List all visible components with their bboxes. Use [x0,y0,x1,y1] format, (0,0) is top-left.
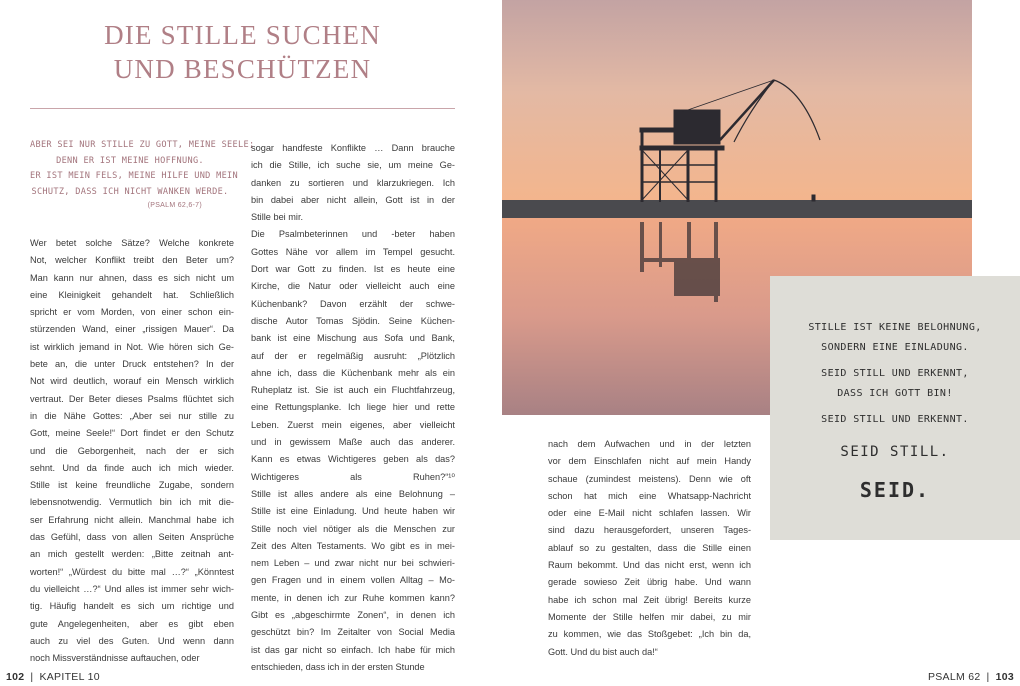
text-line: bete an, die unter Druck entstehen? In der [30,359,234,370]
text-line: und in gewissem Maße auch das anderer. [251,437,455,448]
text-line: noch Missverständnisse auftauchen, oder [30,653,200,664]
epigraph-line: ER IST MEIN FELS, MEINE HILFE UND MEIN [30,171,239,182]
text-line: dische Autor Tomas Sjödin. Seine Küchen- [251,315,455,326]
text-line: Stille bei mir. [251,212,304,223]
footer-left [6,671,100,683]
epigraph [30,138,255,212]
pull-quote-line: DASS ICH GOTT BIN! [837,388,953,399]
text-line: worten!“ „Würdest du bitte mal …?“ „Könntest [30,566,234,577]
footer-separator: | [986,671,990,683]
text-line: ser Erfahrung nicht allein. Manchmal habe ich [30,514,234,525]
text-line: Momente der Stille helfen mir dabei, zu mir [548,611,751,622]
text-line: geschützt bin? Im Zeitalter von Social Media [251,627,455,638]
text-line: Gott. Und du bist auch da!“ [548,646,658,657]
pull-quote-line: STILLE IST KEINE BELOHNUNG, [808,322,982,333]
page-number-right: 103 [995,671,1014,683]
epigraph-line: DENN ER IST MEINE HOFFNUNG. [56,155,204,166]
text-line: schon hat mich eine Whatsapp-Nachricht [548,490,751,501]
text-line: gerade sowieso Zeit übrig habe. Und wann [548,577,751,588]
footer-right [928,671,1014,683]
pull-quote-box [770,276,1020,540]
text-line: Zeit des Alten Testaments. Wo gibt es in mei- [251,540,455,551]
text-line: und die Geborgenheit, nach der er sich [30,445,234,456]
text-line: ich die Stille, ich suche sie, um meine Ge- [251,160,455,171]
pull-quote-line: SEID STILL UND ERKENNT, [821,368,969,379]
text-line: das Gefühl, dass von allen Seiten Ansprüche [30,532,234,543]
text-line: spricht er vom Morden, von einer schon ein- [30,307,234,318]
text-line: stürzenden Wand, einer „rissigen Mauer“. Da [30,324,234,335]
text-line: ahne ich, dass die Küchenbank mehr als ein [251,367,455,378]
text-line: Kann es etwas Wichtigeres geben als das? [251,454,455,465]
text-line: schaue (zumindest meistens). Denn wie oft [548,473,751,484]
text-line: Leben. Zuerst mein eigenes, aber vielleicht [251,419,455,430]
title-divider [30,108,455,109]
chapter-title [30,18,455,86]
pull-quote-largest-line: SEID. [859,478,931,502]
text-line: entschieden, dass ich in der ersten Stunde [251,661,425,672]
text-line: Stille ist alles andere als eine Belohnung – [251,488,455,499]
body-column-2 [251,140,455,676]
text-line: auf der er regelmäßig ausruht: „Plötzlich [251,350,455,361]
text-line: Die Psalmbeterinnen und -beter haben [251,229,455,240]
text-line: vor dem Einschlafen nicht auf mein Handy [548,456,751,467]
epigraph-line: ABER SEI NUR STILLE ZU GOTT, MEINE SEELE; [30,140,255,150]
text-line: Not, welcher Konflikt treibt den Beter um? [30,255,234,266]
text-line: ist wirklich jemand in Not. Wie hören sich Ge- [30,341,234,352]
text-line: zu kommen, wie das Stoßgebet: „Ich bin da, [548,629,751,640]
text-line: gen Fragen und in einem vollen Alltag – Mo- [251,575,455,586]
text-line: an mich gestellt werden: „Bitte zeitnah ant- [30,549,234,560]
text-line: Wer betet solche Sätze? Welche konkrete [30,238,234,248]
text-line: du vielleicht …?“ Und alles ist immer sehr wich- [30,583,234,594]
pull-quote-line: SONDERN EINE EINLADUNG. [821,342,969,353]
pull-quote-line: SEID STILL UND ERKENNT. [821,414,969,425]
text-line: Stille ist eine Einladung. Und heute haben wir [251,506,455,517]
text-line: in die Nähe Gottes: „Aber sei nur stille zu [30,410,234,421]
title-line-1: DIE STILLE SUCHEN [104,20,381,50]
title-line-2: UND BESCHÜTZEN [113,54,372,84]
text-line: Gott, meine Seele!“ Dort findet er den Schutz [30,428,234,439]
text-line: oder eine E-Mail nicht schlafen lassen. Wir [548,508,751,519]
text-line: tig. Häufig handelt es sich um richtige und [30,601,234,612]
text-line: nach dem Aufwachen und in der letzten [548,439,751,449]
text-line: bin dabei aber nicht allein, Gott ist in der [251,194,455,205]
text-line: sogar handfeste Konflikte … Dann brauche [251,143,455,153]
epigraph-reference: (PSALM 62,6-7) [147,202,202,210]
footer-separator: | [30,671,34,683]
text-line: Stille noch viel nötiger als die Menschen zur [251,523,455,534]
text-line: eine Rettungsplanke. Ich liege hier und rette [251,402,455,413]
running-head: PSALM 62 [927,671,981,683]
text-line: Man kann nur ahnen, dass es sich nicht um [30,272,234,283]
text-line: eine Kleinigkeit gehandelt hat. Schließlich [30,289,234,300]
body-column-3 [548,436,751,661]
body-column-1 [30,235,234,667]
text-line: Stille ist keine freundliche Zugabe, sondern [30,480,234,491]
text-line: gute Angelegenheiten, aber es gibt eben [30,618,234,629]
text-line: sind dazu herausgefordert, unseren Tages- [548,525,751,536]
text-line: sehnt. Und da finde auch ich mich wieder. [30,462,234,473]
text-line: mente, in denen ich zur Ruhe kommen kann? [251,592,455,603]
text-line: Ruheplatz ist. Sie ist auch ein Fluchtfahrzeug, [251,385,455,396]
text-line: danken zu sortieren und klarzukriegen. Ich [251,177,455,188]
text-line: Gottes Nähe vor allem im Tempel gesucht. [251,246,455,257]
text-line: bank ist eine Mischung aus Sofa und Bank, [251,333,455,344]
text-line: Küchenbank? Davon erzählt der schwe- [251,298,455,309]
epigraph-line: SCHUTZ, DASS ICH NICHT WANKEN WERDE. [31,186,229,197]
text-line: Dort war Gott zu finden. Ist es heute eine [251,264,455,275]
text-line: Not wird deutlich, worauf ein Mensch wirklich [30,376,234,387]
text-line: nem Leben – und zwar nicht nur bei schwieri- [251,558,455,569]
text-line: lebensnotwendig. Vermutlich bin ich mit die- [30,497,234,508]
text-line: ablauf so zu gestalten, dass die Stille einen [548,542,751,553]
text-line: vertraut. Der Beter dieses Psalms flüchtet sich [30,393,234,404]
left-page [0,0,500,686]
page-number-left: 102 [6,671,25,683]
text-line: Wichtigeres als Ruhen?“¹⁰ [251,471,455,482]
text-line: Gibt es „abgeschirmte Zonen“, in denen ich [251,610,455,621]
text-line: Kirche, die Natur oder vielleicht auch eine [251,281,455,292]
pull-quote [770,318,1020,506]
text-line: Raum bekommt. Und das nicht erst, wenn ich [548,560,751,571]
text-line: auch zu viel des Guten. Und wenn dann [30,635,234,646]
text-line: ist das gar nicht so einfach. Ich habe für mich [251,644,455,655]
pull-quote-large-line: SEID STILL. [840,444,950,460]
chapter-label: KAPITEL 10 [39,671,100,683]
text-line: habe ich schon mal Zeit übrig! Bereits kurze [548,594,751,605]
